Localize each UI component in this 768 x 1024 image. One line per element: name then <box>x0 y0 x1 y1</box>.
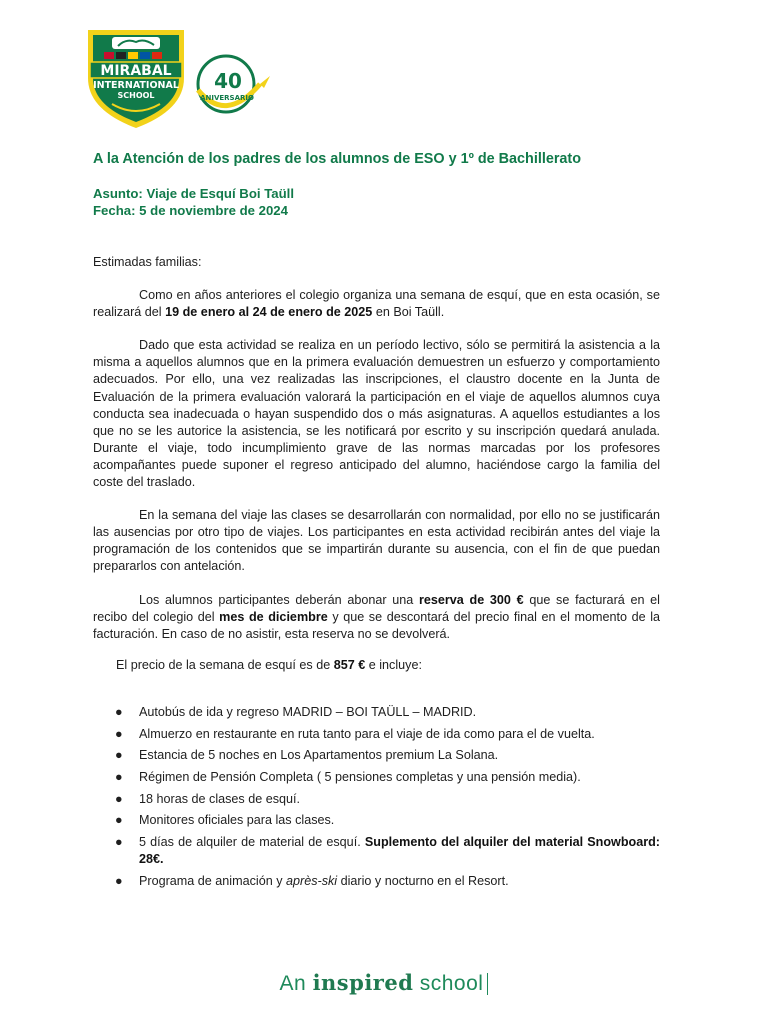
p1-text: Como en años anteriores el colegio organiza una semana de esquí, que en esta ocasión, se realizará del <box>93 288 660 320</box>
p4-text-e: y que se descontará del precio final en el momento de la facturación. En caso de no asistir, esta reserva no se devolverá. <box>93 609 661 641</box>
price-line <box>93 657 660 674</box>
list-item <box>93 769 660 786</box>
list-item <box>93 726 660 743</box>
snowboard-supplement: Suplemento del alquiler del material Snowboard: 28€. <box>139 835 660 867</box>
list-item-text-end: diario y nocturno en el Resort. <box>337 873 509 888</box>
includes-list <box>93 704 660 890</box>
subject-block <box>93 185 294 219</box>
bullet: ● <box>115 748 123 763</box>
tagline-school: school <box>419 972 484 995</box>
tagline-an: An <box>279 972 307 995</box>
letter-heading: A la Atención de los padres de los alumnos de ESO y 1º de Bachillerato <box>93 151 582 167</box>
list-item-text: Almuerzo en restaurante en ruta tanto para el viaje de ida como para el de vuelta. <box>139 726 595 741</box>
list-item-text: Programa de animación y <box>139 873 286 888</box>
footer-tagline <box>0 970 768 996</box>
list-item <box>93 704 660 721</box>
greeting: Estimadas familias: <box>93 255 202 269</box>
apres-ski-term: après-ski <box>286 873 338 888</box>
subject-line: Asunto: Viaje de Esquí Boi Taüll <box>93 186 295 201</box>
school-crest-logo <box>82 26 190 130</box>
anniversary-number: 40 <box>214 69 242 93</box>
list-item-text: Autobús de ida y regreso MADRID – BOI TAÜLL – MADRID. <box>139 704 477 719</box>
anniversary-badge <box>190 50 274 122</box>
bullet: ● <box>115 704 123 719</box>
list-item-text: Estancia de 5 noches en Los Apartamentos premium La Solana. <box>139 748 499 763</box>
p4-text-c: que se facturará en el recibo del colegio del <box>93 592 660 624</box>
list-item-text: 5 días de alquiler de material de esquí. <box>139 835 365 849</box>
price-text: El precio de la semana de esquí es de <box>116 657 334 672</box>
anniversary-label: ANIVERSARIO <box>200 94 254 102</box>
list-item-text: 18 horas de clases de esquí. <box>139 791 301 806</box>
bullet: ● <box>115 813 123 828</box>
list-item <box>93 747 660 764</box>
list-item <box>93 791 660 808</box>
paragraph-trip-dates <box>93 287 660 321</box>
crest-text-mirabal: MIRABAL <box>100 63 172 79</box>
billing-month: mes de diciembre <box>219 609 328 624</box>
p1-text-end: en Boi Taüll. <box>372 305 445 320</box>
reservation-amount: reserva de 300 € <box>418 592 524 607</box>
bullet: ● <box>115 726 123 741</box>
list-item-text: Régimen de Pensión Completa ( 5 pensiones completas y una pensión media). <box>139 769 581 784</box>
bullet: ● <box>115 791 123 806</box>
crest-text-international: INTERNATIONAL <box>93 80 179 91</box>
bullet: ● <box>115 873 123 888</box>
paragraph-reservation <box>93 592 660 643</box>
crest-text-school: SCHOOL <box>117 91 155 100</box>
bullet: ● <box>115 769 123 784</box>
price-amount: 857 € <box>333 657 366 672</box>
list-item <box>93 873 660 890</box>
paragraph-classes: En la semana del viaje las clases se desarrollarán con normalidad, por ello no se justificarán las ausencias por otro tipo de viajes. Los participantes en esta actividad recibirán antes del viaje la programación de los contenidos que se impartirán durante su ausencia, con el fin de que puedan prepararlos con antelación. <box>93 508 660 574</box>
paragraph-conditions: Dado que esta actividad se realiza en un período lectivo, sólo se permitirá la asistencia a la misma a aquellos alumnos que en la primera evaluación demuestren un esfuerzo y comportamiento adecuados. Por ello, una vez realizadas las inscripciones, el claustro docente en la Junta de Evaluación de la primera evaluación valorará la participación en el viaje de aquellos alumnos cuya conducta sea inadecuada o hayan suspendido dos o más asignaturas. A aquellos estudiantes a los que no se les autorice la asistencia, se les notificará por escrito y su inscripción quedará anulada. Durante el viaje, todo incumplimiento grave de las normas marcadas por los profesores acompañantes puede suponer el regreso anticipado del alumno, haciéndose cargo la familia del coste del traslado. <box>93 338 660 490</box>
bullet: ● <box>115 835 123 849</box>
letter-body <box>93 254 660 894</box>
logo-area <box>82 26 272 130</box>
p4-text-a: Los alumnos participantes deberán abonar una <box>139 592 419 607</box>
date-line: Fecha: 5 de noviembre de 2024 <box>93 203 288 218</box>
tagline-divider <box>487 973 488 995</box>
tagline-inspired: inspired <box>312 970 414 995</box>
trip-dates: 19 de enero al 24 de enero de 2025 <box>165 305 373 320</box>
price-text-end: e incluye: <box>365 657 422 672</box>
list-item <box>93 812 660 829</box>
list-item <box>93 834 660 868</box>
list-item-text: Monitores oficiales para las clases. <box>139 813 335 828</box>
